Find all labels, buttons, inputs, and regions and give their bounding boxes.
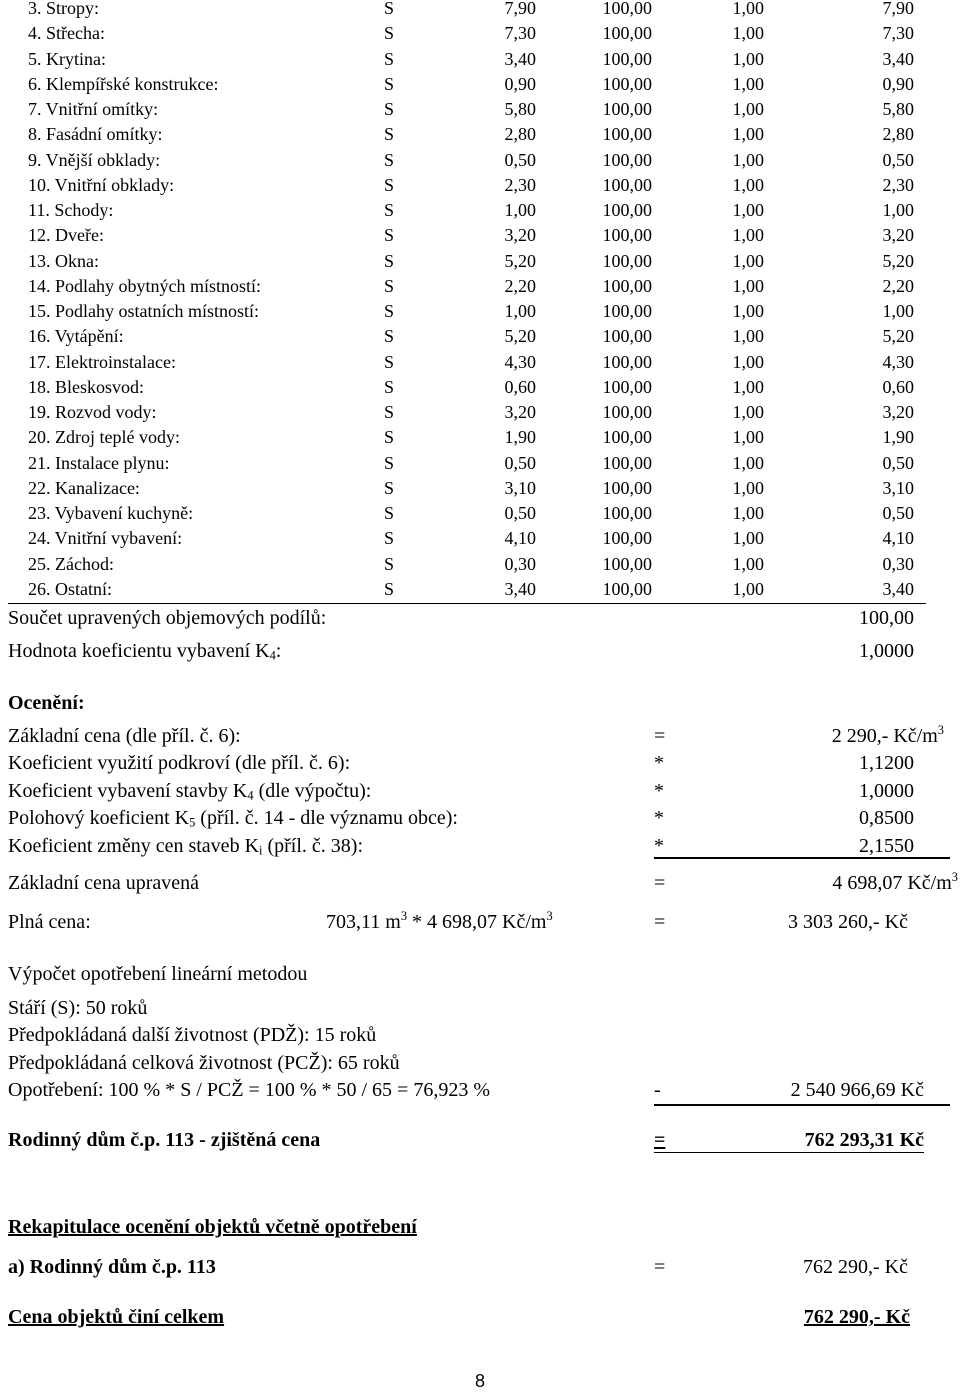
- item-code: S: [384, 578, 395, 599]
- item-coefficient: 1,00: [732, 73, 764, 94]
- item-name: 12. Dveře:: [28, 225, 104, 246]
- wear-op: -: [654, 1079, 661, 1101]
- item-share: 2,30: [504, 174, 536, 195]
- item-coefficient: 1,00: [732, 174, 764, 195]
- oceneni-value: 2,1550: [859, 835, 914, 857]
- item-code: S: [384, 250, 395, 271]
- item-code: S: [384, 0, 395, 18]
- item-percent: 100,00: [602, 326, 652, 347]
- item-result: 1,00: [882, 301, 914, 321]
- item-code: S: [384, 477, 395, 498]
- oceneni-rule: [654, 857, 950, 859]
- item-coefficient: 1,00: [732, 99, 764, 119]
- wear-value: 2 540 966,69 Kč: [790, 1079, 924, 1101]
- item-share: 7,30: [504, 23, 536, 44]
- item-coefficient: 1,00: [732, 402, 764, 422]
- item-name: 18. Bleskosvod:: [28, 376, 145, 397]
- item-result: 5,20: [882, 250, 914, 271]
- item-coefficient: 1,00: [732, 0, 764, 18]
- item-share: 3,40: [504, 578, 536, 599]
- adjusted-label: Základní cena upravená: [8, 872, 200, 894]
- item-code: S: [384, 99, 395, 119]
- item-name: 9. Vnější obklady:: [28, 149, 161, 170]
- item-coefficient: 1,00: [732, 452, 764, 473]
- item-coefficient: 1,00: [732, 427, 764, 448]
- item-result: 1,90: [882, 427, 914, 448]
- item-percent: 100,00: [602, 452, 652, 473]
- result-value: 762 293,31 Kč: [804, 1129, 924, 1151]
- item-percent: 100,00: [602, 99, 652, 119]
- oceneni-label: Koeficient vybavení stavby $K_4$ (dle výpočtu):: [8, 780, 372, 803]
- item-percent: 100,00: [602, 275, 652, 296]
- item-share: 1,00: [504, 301, 536, 321]
- item-coefficient: 1,00: [732, 477, 764, 498]
- item-share: 4,30: [504, 351, 536, 372]
- item-code: S: [384, 301, 395, 321]
- result-underline: [654, 1152, 924, 1153]
- item-percent: 100,00: [602, 250, 652, 271]
- item-share: 4,10: [504, 528, 536, 549]
- item-code: S: [384, 326, 395, 347]
- item-result: 5,20: [882, 326, 914, 347]
- item-percent: 100,00: [602, 23, 652, 44]
- item-percent: 100,00: [602, 376, 652, 397]
- item-name: 26. Ostatní:: [28, 578, 112, 599]
- item-coefficient: 1,00: [732, 250, 764, 271]
- item-result: 0,50: [882, 452, 914, 473]
- wear-calc: Opotřebení: 100 % * S / PCŽ = 100 % * 50 / 65 = 76,923 %: [8, 1079, 490, 1101]
- item-name: 7. Vnitřní omítky:: [28, 99, 159, 119]
- oceneni-operator: *: [654, 752, 664, 774]
- item-name: 15. Podlahy ostatních místností:: [28, 301, 260, 321]
- item-share: 3,10: [504, 477, 536, 498]
- item-code: S: [384, 225, 395, 246]
- item-coefficient: 1,00: [732, 578, 764, 599]
- item-result: 2,20: [882, 275, 914, 296]
- item-code: S: [384, 149, 395, 170]
- oceneni-value: 2 290,- $Kč/m^3$: [831, 722, 944, 747]
- item-coefficient: 1,00: [732, 376, 764, 397]
- recap-item-op: =: [654, 1256, 666, 1278]
- oceneni-operator: *: [654, 780, 664, 802]
- item-coefficient: 1,00: [732, 351, 764, 372]
- item-code: S: [384, 427, 395, 448]
- item-result: 7,30: [882, 23, 914, 44]
- oceneni-operator: *: [654, 835, 664, 857]
- item-name: 21. Instalace plynu:: [28, 452, 170, 473]
- item-coefficient: 1,00: [732, 275, 764, 296]
- item-coefficient: 1,00: [732, 503, 764, 523]
- item-name: 25. Záchod:: [28, 553, 114, 574]
- item-name: 16. Vytápění:: [28, 326, 124, 347]
- item-percent: 100,00: [602, 149, 652, 170]
- full-price-op: =: [654, 911, 666, 933]
- sum-label: Součet upravených objemových podílů:: [8, 607, 327, 629]
- sum-value: 100,00: [859, 607, 914, 629]
- k4-value: 1,0000: [859, 640, 914, 662]
- item-code: S: [384, 351, 395, 372]
- recap-item-label: a) Rodinný dům č.p. 113: [8, 1256, 216, 1278]
- oceneni-label: Polohový koeficient $K_5$ (příl. č. 14 - dle významu obce):: [8, 807, 458, 830]
- result-label: Rodinný dům č.p. 113 - zjištěná cena: [8, 1129, 321, 1151]
- item-share: 0,50: [504, 503, 536, 523]
- full-price-calc: 703,11 $m^3 * 4$ 698,07 $Kč/m^3$: [326, 908, 553, 933]
- item-coefficient: 1,00: [732, 200, 764, 220]
- item-result: 4,30: [882, 351, 914, 372]
- item-result: 2,30: [882, 174, 914, 195]
- item-code: S: [384, 402, 395, 422]
- item-result: 0,90: [882, 73, 914, 94]
- item-result: 3,20: [882, 402, 914, 422]
- item-share: 1,00: [504, 200, 536, 220]
- item-coefficient: 1,00: [732, 124, 764, 145]
- item-name: 6. Klempířské konstrukce:: [28, 73, 219, 94]
- item-name: 11. Schody:: [28, 200, 114, 220]
- item-code: S: [384, 174, 395, 195]
- item-percent: 100,00: [602, 0, 652, 18]
- item-name: 13. Okna:: [28, 250, 99, 271]
- item-share: 3,20: [504, 225, 536, 246]
- oceneni-operator: =: [654, 725, 666, 747]
- oceneni-value: 1,1200: [859, 752, 914, 774]
- item-percent: 100,00: [602, 578, 652, 599]
- item-code: S: [384, 200, 395, 220]
- item-coefficient: 1,00: [732, 553, 764, 574]
- item-percent: 100,00: [602, 503, 652, 523]
- oceneni-label: Základní cena (dle příl. č. 6):: [8, 725, 241, 747]
- item-result: 3,40: [882, 578, 914, 599]
- item-percent: 100,00: [602, 174, 652, 195]
- recap-item-value: 762 290,- Kč: [803, 1256, 908, 1278]
- item-code: S: [384, 48, 395, 69]
- item-coefficient: 1,00: [732, 225, 764, 246]
- item-percent: 100,00: [602, 124, 652, 145]
- item-coefficient: 1,00: [732, 48, 764, 69]
- item-percent: 100,00: [602, 301, 652, 321]
- item-percent: 100,00: [602, 200, 652, 220]
- item-coefficient: 1,00: [732, 528, 764, 549]
- item-share: 3,20: [504, 402, 536, 422]
- recap-total-label: Cena objektů činí celkem: [8, 1306, 225, 1328]
- item-result: 0,50: [882, 503, 914, 523]
- item-name: 14. Podlahy obytných místností:: [28, 275, 262, 296]
- item-result: 0,60: [882, 376, 914, 397]
- item-name: 4. Střecha:: [28, 23, 105, 44]
- item-share: 0,30: [504, 553, 536, 574]
- item-code: S: [384, 73, 395, 94]
- item-percent: 100,00: [602, 48, 652, 69]
- item-result: 4,10: [882, 528, 914, 549]
- item-share: 3,40: [504, 48, 536, 69]
- item-name: 10. Vnitřní obklady:: [28, 174, 175, 195]
- wear-age: Stáří (S): 50 roků: [8, 997, 148, 1019]
- item-share: 5,20: [504, 326, 536, 347]
- item-name: 24. Vnitřní vybavení:: [28, 528, 183, 549]
- item-percent: 100,00: [602, 73, 652, 94]
- item-percent: 100,00: [602, 225, 652, 246]
- item-name: 20. Zdroj teplé vody:: [28, 427, 180, 448]
- item-percent: 100,00: [602, 553, 652, 574]
- item-result: 0,30: [882, 553, 914, 574]
- item-name: 3. Stropy:: [28, 0, 100, 18]
- item-code: S: [384, 528, 395, 549]
- item-code: S: [384, 503, 395, 523]
- item-percent: 100,00: [602, 477, 652, 498]
- item-share: 0,60: [504, 376, 536, 397]
- items-sum-rule: [8, 603, 926, 604]
- result-op: =: [654, 1129, 666, 1151]
- item-share: 0,50: [504, 452, 536, 473]
- item-name: 5. Krytina:: [28, 48, 106, 69]
- recap-total-value: 762 290,- Kč: [803, 1306, 910, 1328]
- item-result: 2,80: [882, 124, 914, 145]
- item-name: 8. Fasádní omítky:: [28, 124, 163, 145]
- item-share: 1,90: [504, 427, 536, 448]
- wear-remaining: Předpokládaná další životnost (PDŽ): 15 roků: [8, 1024, 377, 1046]
- item-coefficient: 1,00: [732, 326, 764, 347]
- item-percent: 100,00: [602, 351, 652, 372]
- oceneni-label: Koeficient využití podkroví (dle příl. č. 6):: [8, 752, 351, 774]
- item-result: 3,20: [882, 225, 914, 246]
- recap-heading: Rekapitulace ocenění objektů včetně opotřebení: [8, 1216, 417, 1238]
- oceneni-heading: Ocenění:: [8, 692, 85, 714]
- item-result: 1,00: [882, 200, 914, 220]
- item-code: S: [384, 553, 395, 574]
- full-price-value: 3 303 260,- Kč: [788, 911, 908, 933]
- wear-total: Předpokládaná celková životnost (PCŽ): 65 roků: [8, 1052, 400, 1074]
- item-name: 19. Rozvod vody:: [28, 402, 157, 422]
- item-result: 7,90: [882, 0, 914, 18]
- item-code: S: [384, 376, 395, 397]
- page-number: 8: [474, 1371, 485, 1391]
- oceneni-label: Koeficient změny cen staveb $K_i$ (příl. č. 38):: [8, 835, 363, 858]
- item-name: 17. Elektroinstalace:: [28, 351, 176, 372]
- item-percent: 100,00: [602, 427, 652, 448]
- item-percent: 100,00: [602, 528, 652, 549]
- item-share: 2,20: [504, 275, 536, 296]
- item-share: 5,20: [504, 250, 536, 271]
- adjusted-value: 4 698,07 $Kč/m^3$: [832, 869, 958, 894]
- item-percent: 100,00: [602, 402, 652, 422]
- adjusted-op: =: [654, 872, 666, 894]
- oceneni-operator: *: [654, 807, 664, 829]
- item-code: S: [384, 23, 395, 44]
- item-name: 23. Vybavení kuchyně:: [28, 503, 194, 523]
- item-result: 0,50: [882, 149, 914, 170]
- oceneni-value: 1,0000: [859, 780, 914, 802]
- item-result: 5,80: [882, 99, 914, 119]
- item-share: 7,90: [504, 0, 536, 18]
- wear-heading: Výpočet opotřebení lineární metodou: [8, 963, 308, 985]
- item-share: 0,50: [504, 149, 536, 170]
- item-coefficient: 1,00: [732, 301, 764, 321]
- item-result: 3,10: [882, 477, 914, 498]
- k4-label: Hodnota koeficientu vybavení $K_4$:: [8, 640, 282, 663]
- full-price-label: Plná cena:: [8, 911, 91, 933]
- item-result: 3,40: [882, 48, 914, 69]
- oceneni-value: 0,8500: [859, 807, 914, 829]
- item-name: 22. Kanalizace:: [28, 477, 140, 498]
- item-share: 2,80: [504, 124, 536, 145]
- item-coefficient: 1,00: [732, 23, 764, 44]
- item-share: 0,90: [504, 73, 536, 94]
- item-coefficient: 1,00: [732, 149, 764, 170]
- item-code: S: [384, 452, 395, 473]
- item-code: S: [384, 275, 395, 296]
- item-code: S: [384, 124, 395, 145]
- wear-rule: [654, 1104, 950, 1106]
- item-share: 5,80: [504, 99, 536, 119]
